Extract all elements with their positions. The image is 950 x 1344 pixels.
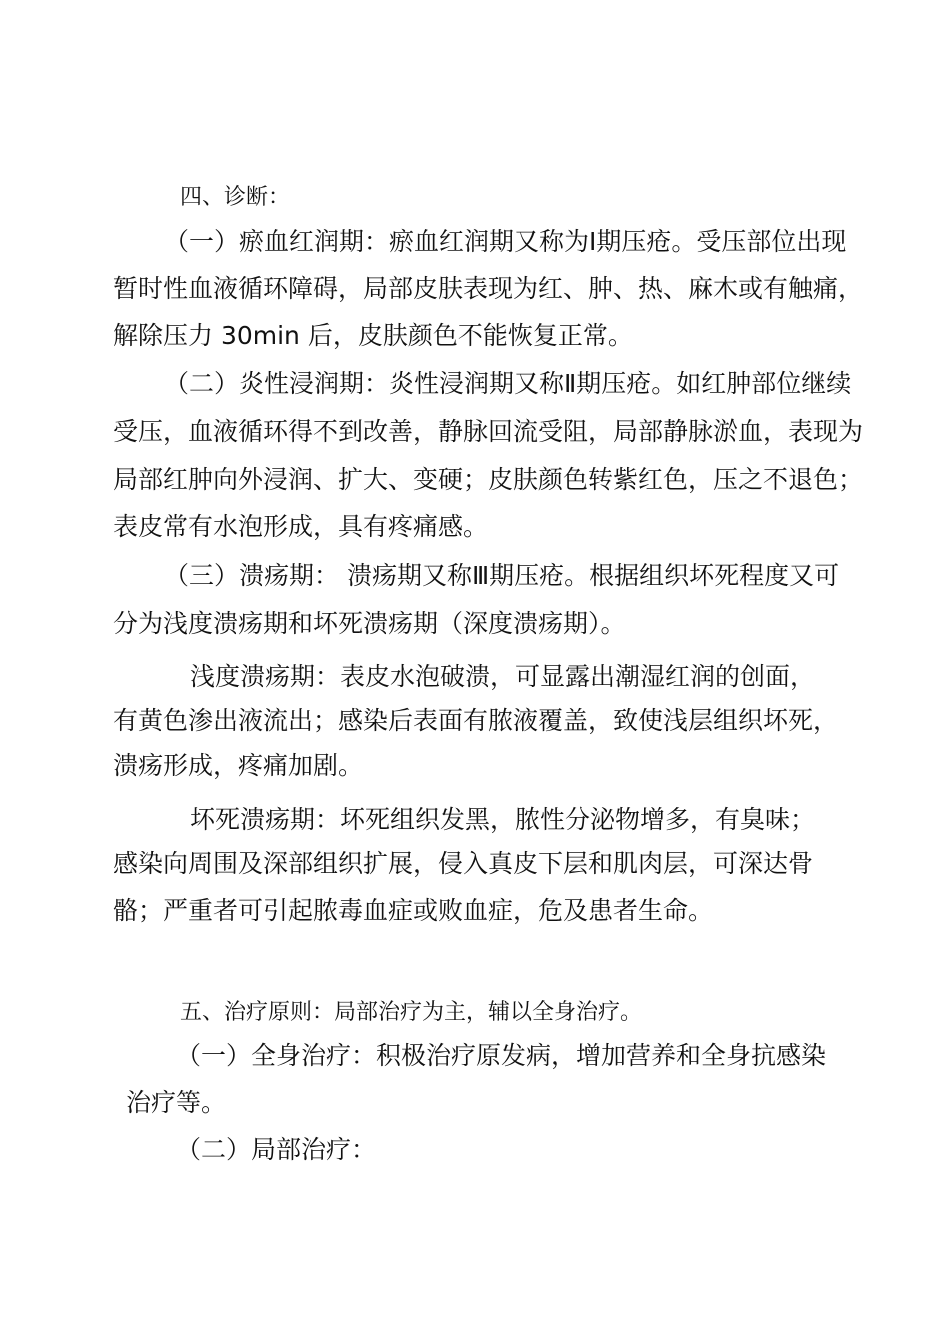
shallow-ulcer-line-3: 溃疡形成，疼痛加剧。 (113, 751, 364, 780)
systemic-line-2: 治疗等。 (126, 1088, 227, 1117)
necrotic-ulcer-line-2: 感染向周围及深部组织扩展，侵入真皮下层和肌肉层，可深达骨 (113, 849, 814, 878)
stage1-line-3: 解除压力 30min 后，皮肤颜色不能恢复正常。 (113, 321, 633, 350)
systemic-line-1: （一）全身治疗：积极治疗原发病，增加营养和全身抗感染 (176, 1041, 827, 1070)
local-treatment-line-1: （二）局部治疗： (176, 1135, 377, 1164)
stage2-line-2: 受压，血液循环得不到改善，静脉回流受阻，局部静脉淤血，表现为 (113, 417, 864, 446)
stage1-line-1: （一）瘀血红润期：瘀血红润期又称为Ⅰ期压疮。受压部位出现 (164, 227, 847, 256)
section-heading-diagnosis: 四、诊断： (180, 185, 291, 210)
stage3-line-1: （三）溃疡期： 溃疡期又称Ⅲ期压疮。根据组织坏死程度又可 (164, 561, 840, 590)
stage3-line-2: 分为浅度溃疡期和坏死溃疡期（深度溃疡期）。 (113, 609, 626, 638)
section-heading-treatment: 五、治疗原则：局部治疗为主，辅以全身治疗。 (180, 1000, 643, 1025)
shallow-ulcer-line-2: 有黄色渗出液流出；感染后表面有脓液覆盖，致使浅层组织坏死， (113, 706, 839, 735)
shallow-ulcer-line-1: 浅度溃疡期：表皮水泡破溃，可显露出潮湿红润的创面， (190, 662, 816, 691)
stage1-line-2: 暂时性血液循环障碍，局部皮肤表现为红、肿、热、麻木或有触痛， (113, 274, 864, 303)
necrotic-ulcer-line-1: 坏死溃疡期：坏死组织发黑，脓性分泌物增多，有臭味； (190, 805, 816, 834)
stage2-line-1: （二）炎性浸润期：炎性浸润期又称Ⅱ期压疮。如红肿部位继续 (164, 369, 852, 398)
stage2-line-3: 局部红肿向外浸润、扩大、变硬；皮肤颜色转紫红色，压之不退色； (113, 465, 864, 494)
stage2-line-4: 表皮常有水泡形成，具有疼痛感。 (113, 512, 489, 541)
necrotic-ulcer-line-3: 骼；严重者可引起脓毒血症或败血症，危及患者生命。 (113, 896, 714, 925)
